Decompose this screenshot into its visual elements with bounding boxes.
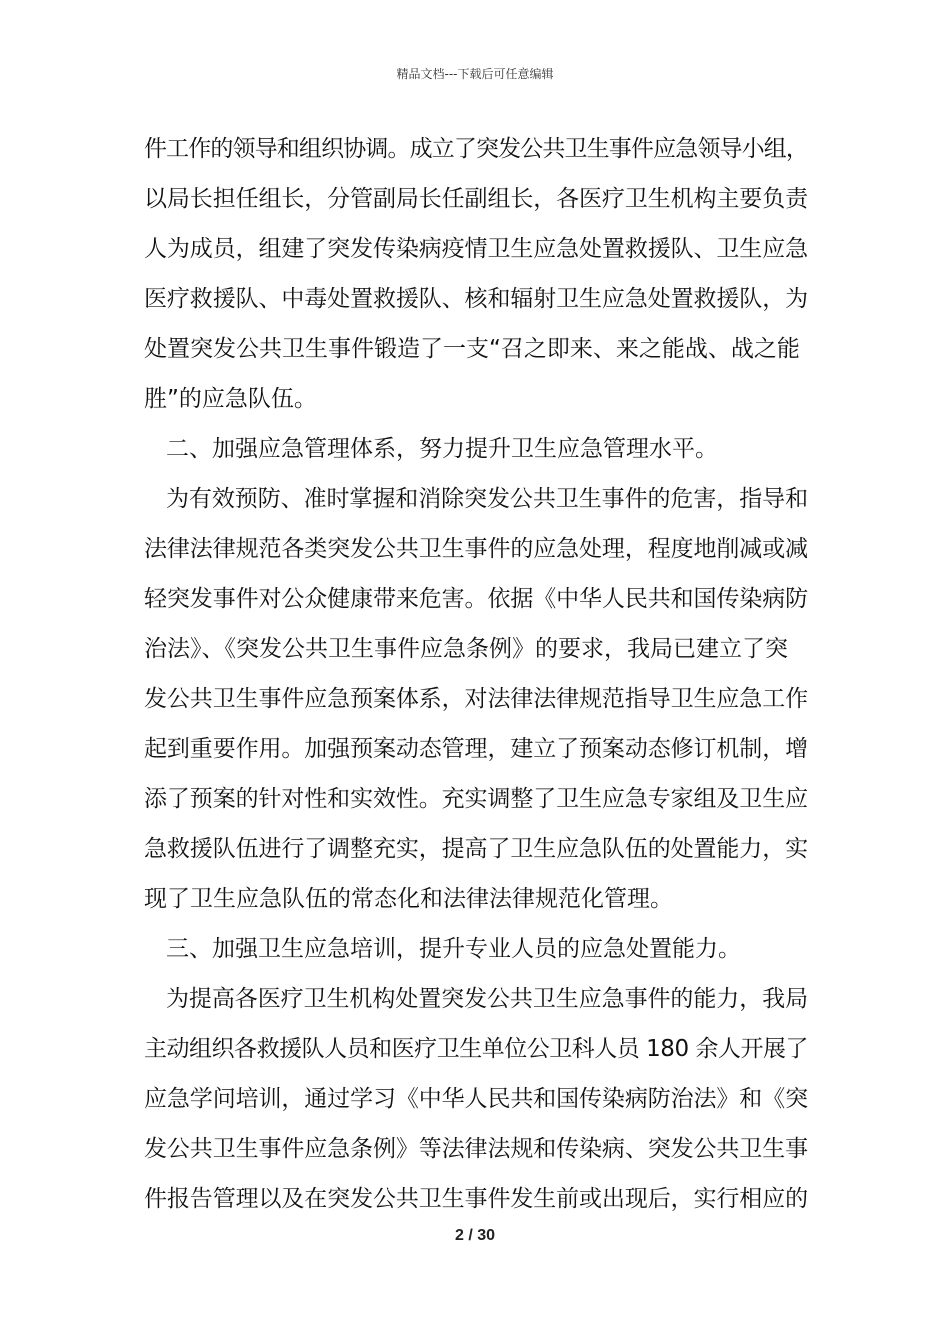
body-line-text: 为有效预防、准时掌握和消除突发公共卫生事件的危害，指导和 — [166, 486, 809, 512]
page-header: 精品文档---下载后可任意编辑 — [396, 67, 554, 81]
body-line-text: 主动组织各救援队人员和医疗卫生单位公卫科人员 180 余人开展了 — [144, 1036, 808, 1062]
body-line-text: 发公共卫生事件应急预案体系，对法律法律规范指导卫生应急工作 — [144, 686, 809, 712]
section-heading-text: 三、加强卫生应急培训，提升专业人员的应急处置能力。 — [166, 936, 741, 962]
section-heading — [0, 929, 950, 969]
body-line — [0, 379, 950, 419]
body-line-text: 起到重要作用。加强预案动态管理，建立了预案动态修订机制，增 — [144, 736, 809, 762]
body-line-text: 应急学问培训，通过学习《中华人民共和国传染病防治法》和《突 — [144, 1086, 809, 1112]
body-line-text: 以局长担任组长，分管副局长任副组长，各医疗卫生机构主要负责 — [144, 186, 809, 212]
body-line — [0, 329, 950, 369]
body-line-text: 人为成员，组建了突发传染病疫情卫生应急处置救援队、卫生应急 — [144, 236, 809, 262]
body-line — [0, 1029, 950, 1069]
body-line — [0, 179, 950, 219]
body-line — [0, 279, 950, 319]
body-line — [0, 679, 950, 719]
body-line-text: 添了预案的针对性和实效性。充实调整了卫生应急专家组及卫生应 — [144, 786, 809, 812]
body-line — [0, 729, 950, 769]
body-line-text: 治法》、《突发公共卫生事件应急条例》的要求，我局已建立了突 — [144, 636, 788, 662]
body-line-text: 急救援队伍进行了调整充实，提高了卫生应急队伍的处置能力，实 — [144, 836, 809, 862]
section-heading-text: 二、加强应急管理体系，努力提升卫生应急管理水平。 — [166, 436, 718, 462]
body-line-text: 为提高各医疗卫生机构处置突发公共卫生应急事件的能力，我局 — [166, 986, 809, 1012]
body-line — [0, 879, 950, 919]
body-line-text: 医疗救援队、中毒处置救援队、核和辐射卫生应急处置救援队，为 — [144, 286, 809, 312]
body-line — [0, 979, 950, 1019]
body-line — [0, 129, 950, 169]
page-number: 2 / 30 — [454, 1227, 496, 1244]
body-line — [0, 779, 950, 819]
body-line-text: 件工作的领导和组织协调。成立了突发公共卫生事件应急领导小组， — [144, 136, 809, 162]
body-line — [0, 1179, 950, 1219]
body-line-text: 发公共卫生事件应急条例》等法律法规和传染病、突发公共卫生事 — [144, 1136, 809, 1162]
body-line — [0, 479, 950, 519]
body-line — [0, 229, 950, 269]
body-line — [0, 579, 950, 619]
body-line — [0, 529, 950, 569]
body-line — [0, 629, 950, 669]
body-line — [0, 1129, 950, 1169]
body-line-text: 处置突发公共卫生事件锻造了一支“召之即来、来之能战、战之能 — [144, 336, 800, 362]
body-line-text: 轻突发事件对公众健康带来危害。依据《中华人民共和国传染病防 — [144, 586, 809, 612]
section-heading — [0, 429, 950, 469]
body-line — [0, 1079, 950, 1119]
body-line-text: 胜”的应急队伍。 — [144, 386, 317, 412]
body-line-text: 现了卫生应急队伍的常态化和法律法律规范化管理。 — [144, 886, 673, 912]
body-line-text: 法律法律规范各类突发公共卫生事件的应急处理，程度地削减或减 — [144, 536, 809, 562]
body-line — [0, 829, 950, 869]
body-line-text: 件报告管理以及在突发公共卫生事件发生前或出现后，实行相应的 — [144, 1186, 809, 1212]
